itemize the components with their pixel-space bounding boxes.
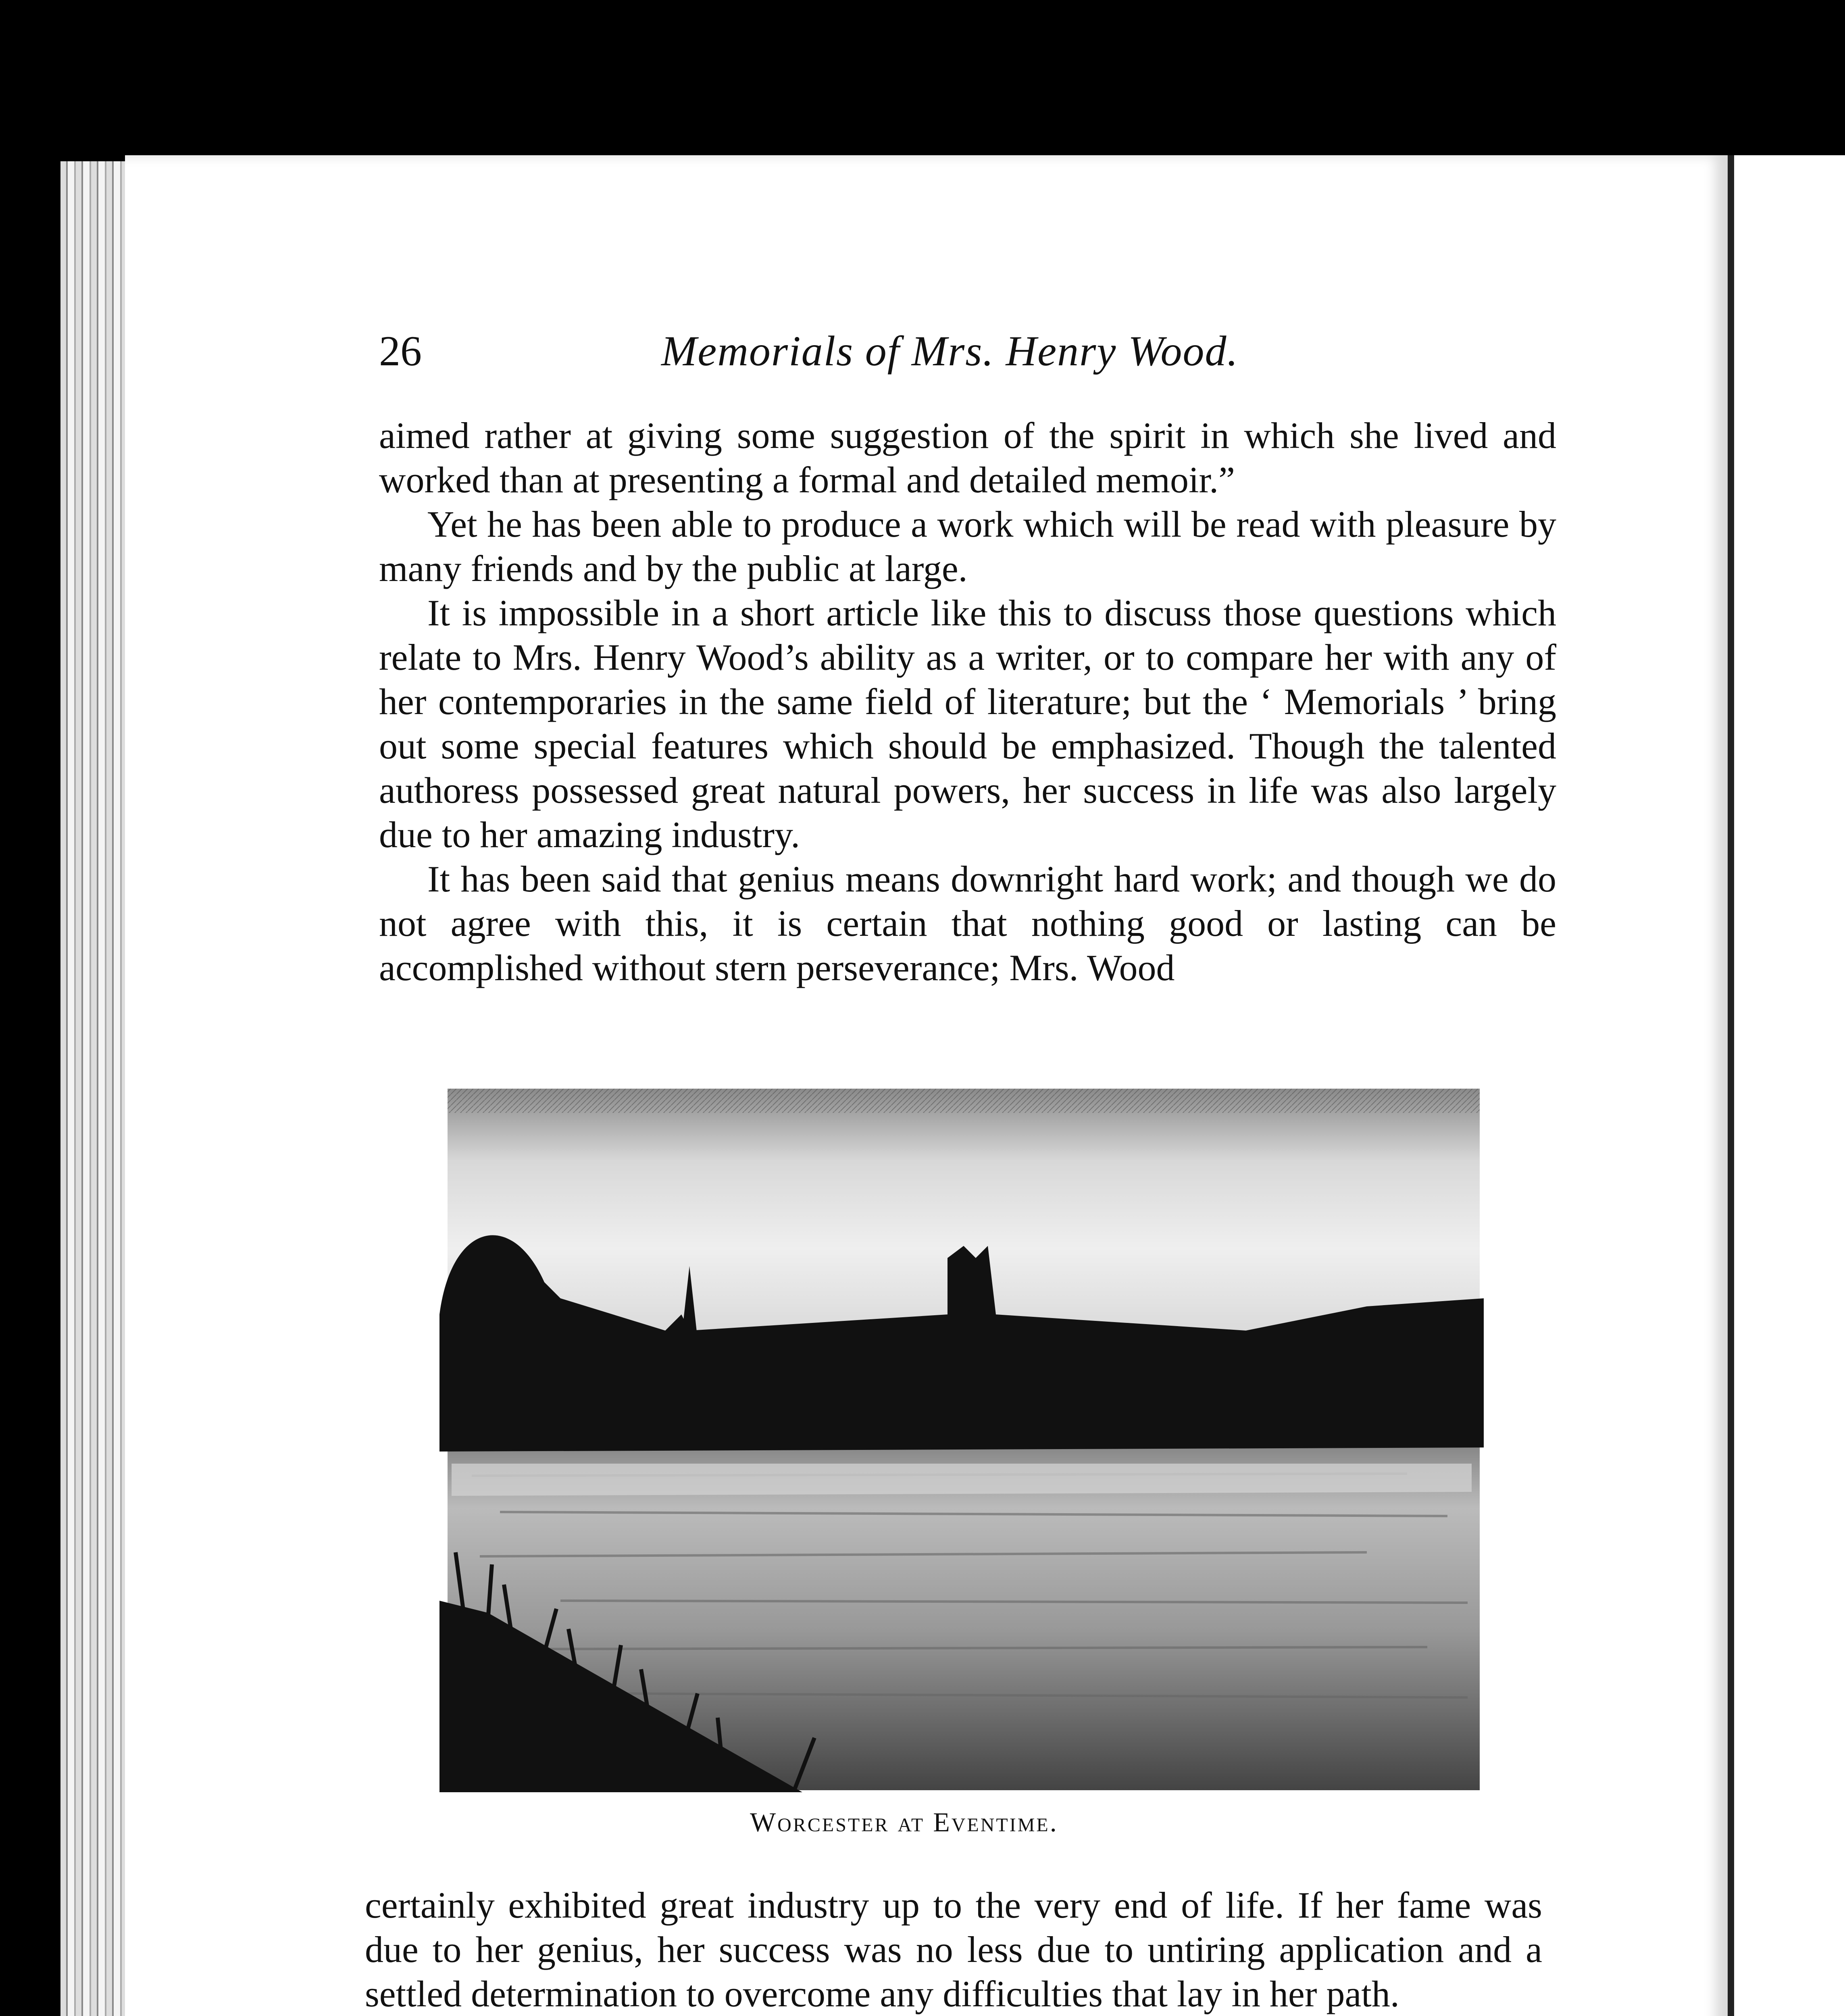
text-block-top (379, 413, 1556, 990)
facing-page-edge (1728, 155, 1845, 2016)
page-number: 26 (379, 327, 422, 375)
running-title: Memorials of Mrs. Henry Wood. (661, 327, 1239, 375)
paragraph: Yet he has been able to produce a work which will be read with pleasure by many friends and by the public at large. (379, 504, 1556, 589)
worcester-engraving-image (439, 1089, 1484, 1792)
running-head (379, 327, 1589, 379)
paragraph: certainly exhibited great industry up to the very end of life. If her fame was due to her genius, her success was no less due to untiring application and a settled determination to overcome any difficulties that lay in her path. (365, 1885, 1542, 2014)
paragraph: It has been said that genius means downright hard work; and though we do not agree with this, it is certain that nothing good or lasting can be accomplished without stern perseverance; Mrs. Wood (379, 858, 1556, 988)
paragraph: aimed rather at giving some suggestion of the spirit in which she lived and worked than at presenting a formal and detailed memoir.” (379, 415, 1556, 500)
illustration-caption: Worcester at Eventime. (750, 1807, 1058, 1837)
text-block-bottom (365, 1883, 1542, 2016)
paragraph: It is impossible in a short article like this to discuss those questions which relate to Mrs. Henry Wood’s ability as a writer, or to compare her with any of her contemporaries in the same field of literature; but the ‘ Memorials ’ bring out some special features which should be emphasized. Though the talented authoress possessed great natural powers, her success in life was also largely due to her amazing industry. (379, 592, 1556, 855)
